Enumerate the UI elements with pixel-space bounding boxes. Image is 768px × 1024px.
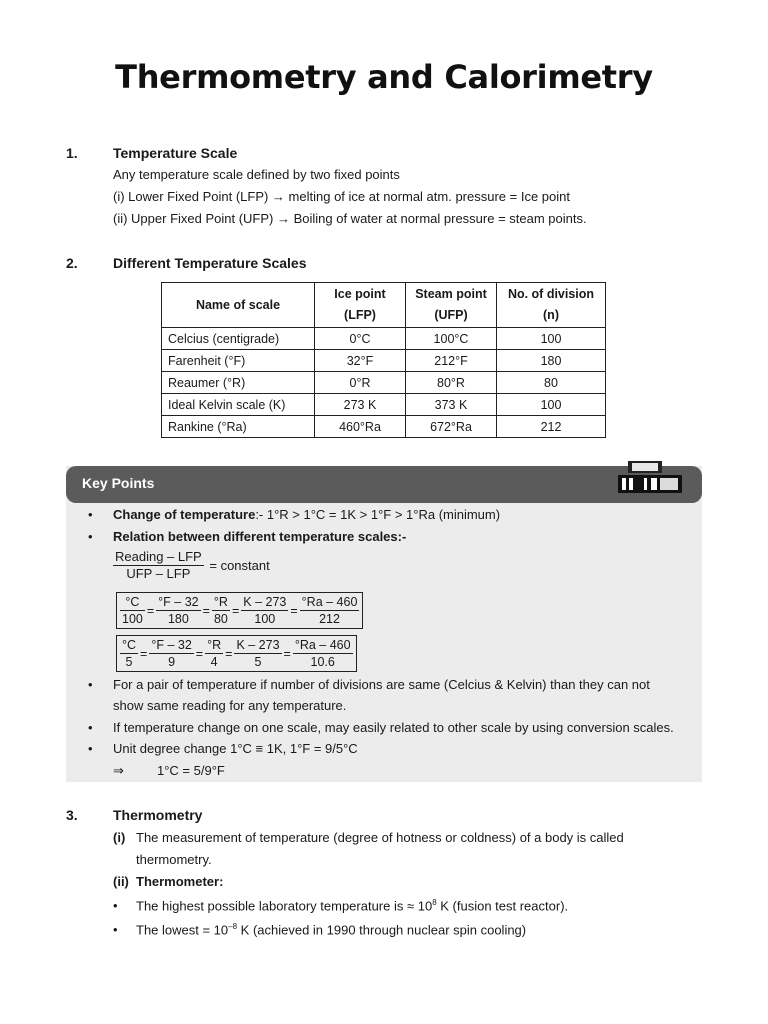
table-cell: Farenheit (°F) — [162, 350, 315, 372]
key-points-title: Key Points — [82, 475, 155, 491]
page-title: Thermometry and Calorimetry — [115, 58, 653, 96]
key-point-1 — [113, 507, 500, 522]
header-name-label: Name of scale — [195, 298, 281, 312]
header-ice-line2: (LFP) — [344, 308, 376, 322]
table-header-row — [162, 283, 606, 328]
table-cell: Reaumer (°R) — [162, 372, 315, 394]
implies-arrow: ⇒ — [113, 763, 124, 778]
bullet-dot: • — [88, 741, 93, 756]
table-cell: 80 — [497, 372, 606, 394]
bullet-dot: • — [88, 529, 93, 544]
key-point-5: Unit degree change 1°C ≡ 1K, 1°F = 9/5°C — [113, 741, 358, 756]
table-cell: 373 K — [406, 394, 497, 416]
books-icon — [618, 461, 682, 495]
table-row — [162, 350, 606, 372]
key-point-3-line-1: For a pair of temperature if number of divisions are same (Celcius & Kelvin) than they can not — [113, 677, 650, 692]
eq1-denominator: 180 — [167, 612, 189, 626]
section-3-number: 3. — [66, 807, 78, 823]
key-point-4: If temperature change on one scale, may easily related to other scale by using conversion scales. — [113, 720, 674, 735]
table-row — [162, 328, 606, 350]
eq2-denominator: 5 — [254, 655, 262, 669]
thermometer-bullet-2 — [136, 922, 526, 937]
section-2-title: Different Temperature Scales — [113, 255, 307, 271]
eq2-fraction — [205, 637, 223, 670]
section-3-item-ii-title: Thermometer: — [136, 874, 224, 889]
table-cell: 80°R — [406, 372, 497, 394]
eq2-denominator: 4 — [210, 655, 218, 669]
header-steam-point — [406, 283, 497, 328]
header-name-of-scale — [162, 283, 315, 328]
eq2-numerator: K – 273 — [236, 638, 280, 652]
eq1-denominator: 80 — [213, 612, 228, 626]
eq2-numerator: °C — [122, 638, 137, 652]
table-row — [162, 416, 606, 438]
bullet-dot: • — [88, 507, 93, 522]
eq2-fraction — [149, 637, 193, 670]
eq2-fraction — [293, 637, 353, 670]
eq1-fraction — [156, 594, 200, 627]
table-cell: 100 — [497, 328, 606, 350]
eq1-numerator: °F – 32 — [158, 595, 199, 609]
key-point-1-label: Change of temperature — [113, 507, 256, 522]
eq1-numerator: °C — [120, 594, 145, 611]
bullet-dot: • — [113, 898, 118, 913]
ratio-rhs: = constant — [209, 558, 270, 573]
bullet-dot: • — [88, 720, 93, 735]
table-cell: 212 — [497, 416, 606, 438]
header-div-line1: No. of division — [507, 287, 595, 301]
header-ice-point — [315, 283, 406, 328]
eq1-numerator: K – 273 — [243, 595, 287, 609]
eq1-fraction — [300, 594, 360, 627]
key-point-1-text: :- 1°R > 1°C = 1K > 1°F > 1°Ra (minimum) — [255, 507, 501, 522]
eq2-fraction — [120, 637, 138, 670]
header-divisions — [497, 283, 606, 328]
eq2-denominator: 5 — [125, 655, 133, 669]
table-cell: 32°F — [315, 350, 406, 372]
key-points-header — [66, 466, 702, 503]
section-1-line-1: Any temperature scale defined by two fixed points — [113, 167, 400, 182]
eq1-numerator: °R — [213, 595, 228, 609]
section-1-title: Temperature Scale — [113, 145, 238, 161]
section-2-number: 2. — [66, 255, 78, 271]
table-cell: Rankine (°Ra) — [162, 416, 315, 438]
highest-temp-suffix: K (fusion test reactor). — [436, 898, 569, 914]
table-cell: 672°Ra — [406, 416, 497, 438]
eq2-denominator: 10.6 — [310, 655, 335, 669]
section-1-line-2: (i) Lower Fixed Point (LFP) → melting of ice at normal atm. pressure = Ice point — [113, 189, 570, 204]
table-row — [162, 372, 606, 394]
eq2-numerator: °R — [207, 638, 222, 652]
conversion-equation-1: $\frac{^\circ C}{100}$ = $\frac{^\circ F - 32}{180}$ = $\frac{^\circ R}{80}$ = $\frac{K - 273}{100}$ = $\frac{^\circ Ra - 460}{212}$ — [116, 592, 363, 629]
table-cell: Ideal Kelvin scale (K) — [162, 394, 315, 416]
eq1-numerator: °Ra – 460 — [301, 595, 358, 609]
eq2-fraction — [234, 637, 281, 670]
header-steam-line1: Steam point — [415, 287, 487, 301]
key-point-3-line-2: show same reading for any temperature. — [113, 698, 347, 713]
eq2-denominator: 9 — [168, 655, 176, 669]
lowest-temp-text: The lowest = 10 — [136, 922, 229, 938]
eq1-denominator: 100 — [122, 612, 143, 626]
key-point-5-result: 1°C = 5/9°F — [157, 763, 225, 778]
section-1-number: 1. — [66, 145, 78, 161]
table-cell: 212°F — [406, 350, 497, 372]
table-cell: Celcius (centigrade) — [162, 328, 315, 350]
eq1-fraction — [212, 594, 230, 627]
bullet-dot: • — [88, 677, 93, 692]
lowest-temp-exponent: –8 — [228, 922, 238, 931]
section-3-item-i-line-1: The measurement of temperature (degree of hotness or coldness) of a body is called — [136, 830, 624, 845]
table-cell: 0°C — [315, 328, 406, 350]
eq2-numerator: °F – 32 — [151, 638, 192, 652]
ratio-equation — [113, 549, 272, 582]
ratio-numerator: Reading – LFP — [115, 549, 202, 564]
section-3-item-ii-label: (ii) — [113, 874, 129, 889]
eq1-denominator: 100 — [254, 612, 276, 626]
lowest-temp-suffix: K (achieved in 1990 through nuclear spin cooling) — [237, 922, 527, 938]
highest-temp-exponent: 8 — [432, 898, 437, 907]
section-1-line-3: (ii) Upper Fixed Point (UFP) → Boiling of water at normal pressure = steam points. — [113, 211, 587, 226]
highest-temp-text: The highest possible laboratory temperature is ≈ 10 — [136, 898, 433, 914]
table-cell: 273 K — [315, 394, 406, 416]
eq1-fraction — [241, 594, 288, 627]
table-cell: 0°R — [315, 372, 406, 394]
section-3-item-i-line-2: thermometry. — [136, 852, 212, 867]
bullet-dot: • — [113, 922, 118, 937]
table-cell: 180 — [497, 350, 606, 372]
table-row — [162, 394, 606, 416]
eq2-numerator: °Ra – 460 — [294, 638, 351, 652]
thermometer-bullet-1 — [136, 898, 568, 913]
temperature-scales-table — [161, 282, 606, 438]
conversion-equation-2: $\frac{^\circ C}{5}$ = $\frac{^\circ F - 32}{9}$ = $\frac{^\circ R}{4}$ = $\frac{K - 273}{5}$ = $\frac{^\circ Ra - 460}{10.6}$ — [116, 635, 357, 672]
table-cell: 100°C — [406, 328, 497, 350]
section-3-item-i-label: (i) — [113, 830, 126, 845]
header-div-line2: (n) — [543, 308, 559, 322]
section-3-title: Thermometry — [113, 807, 203, 823]
table-cell: 460°Ra — [315, 416, 406, 438]
eq1-denominator: 212 — [319, 612, 340, 626]
ratio-fraction — [113, 549, 204, 582]
header-ice-line1: Ice point — [334, 287, 386, 301]
ratio-denominator: UFP – LFP — [126, 566, 191, 581]
key-point-2: Relation between different temperature scales:- — [113, 529, 407, 544]
eq1-fraction — [120, 594, 145, 627]
header-steam-line2: (UFP) — [434, 308, 468, 322]
table-cell: 100 — [497, 394, 606, 416]
